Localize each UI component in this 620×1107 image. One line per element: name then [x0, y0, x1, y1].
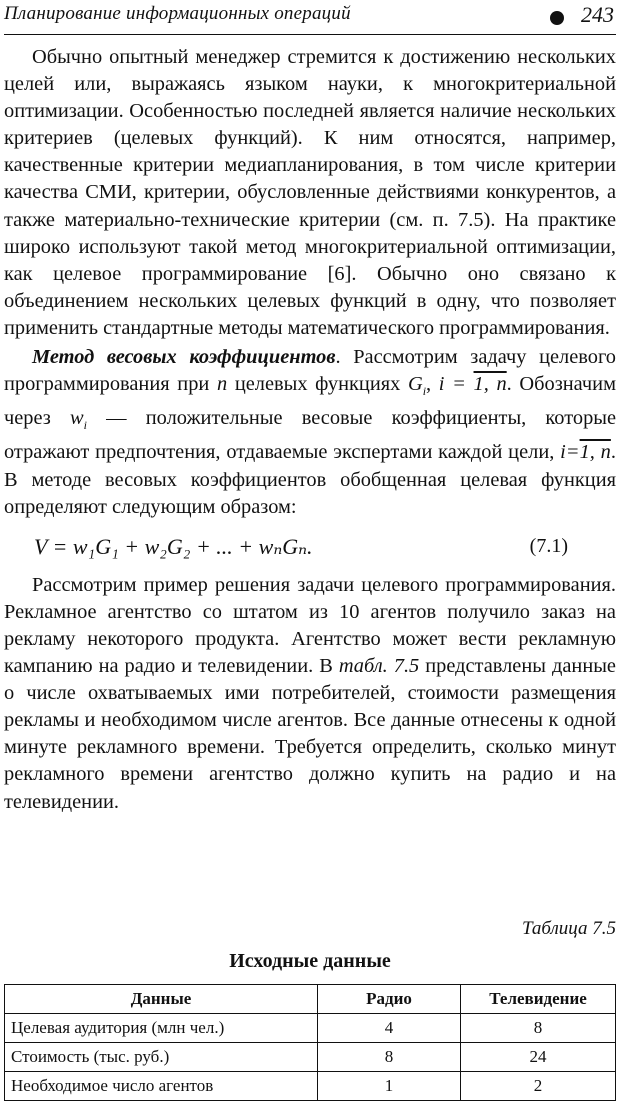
- table-header-row: [5, 985, 616, 1014]
- source-data-table: [4, 984, 616, 1101]
- table-cell: 4: [318, 1014, 461, 1043]
- table-reference: табл. 7.5: [338, 655, 420, 678]
- table-cell: 24: [461, 1043, 616, 1072]
- paragraph-3: Рассмотрим пример решения задачи целевого программирования. Рекламное агентство со штатом из 10 агентов получило заказ на рекламу некоторого продукта. Агентство может вести рекламную кампанию на радио и телевидении. В табл. 7.5 представлены данные о числе охватываемых ими потребителей, стоимости размещения рекламы и необходимом числе агентов. Все данные отнесены к одной минуте рекламного времени. Требуется определить, сколько минут рекламного времени агентство должно купить на радио и на телевидении.: [4, 573, 616, 813]
- bullet-dot-icon: [550, 11, 564, 25]
- table-row: [5, 1014, 616, 1043]
- column-header: Данные: [5, 985, 318, 1014]
- table-cell: Целевая аудитория (млн чел.): [5, 1014, 318, 1043]
- running-header: [4, 0, 616, 35]
- formula-expression: V = w₁G₁ + w₂G₂ + ... + wₙGₙ.: [34, 533, 313, 559]
- table-cell: 8: [318, 1043, 461, 1072]
- table-caption: Таблица 7.5: [522, 918, 616, 939]
- column-header: Телевидение: [461, 985, 616, 1014]
- formula-7-1: [4, 525, 616, 572]
- table-cell: 1: [318, 1072, 461, 1101]
- table-cell: 8: [461, 1014, 616, 1043]
- formula-number: (7.1): [529, 534, 568, 557]
- paragraph-1: Обычно опытный менеджер стремится к достижению нескольких целей или, выражаясь языком науки, к многокритериальной оптимизации. Особенностью последней является наличие нескольких критериев (целевых функций). К ним относятся, например, качественные критерии медиапланирования, в том числе критерии качества СМИ, критерии, обусловленные действиями конкурентов, а также материально-технические критерии (см. п. 7.5). На практике широко используют такой метод многокритериальной оптимизации, как целевое программирование [6]. Обычно оно связано к объединением нескольких целевых функций в одну, что позволяет применить стандартные методы математического программирования.: [4, 46, 616, 339]
- table-title: Исходные данные: [229, 950, 391, 972]
- method-title: Метод весовых коэффициентов: [32, 346, 336, 369]
- running-title: Планирование информационных операций: [4, 3, 351, 24]
- page-number: 243: [581, 2, 614, 27]
- table-cell: 2: [461, 1072, 616, 1101]
- table-row: [5, 1043, 616, 1072]
- paragraph-2: Метод весовых коэффициентов. Рассмотрим задачу целевого программирования при n целевых функциях $G_i$, i = 1, n. Обозначим через $w_i$ — положительные весовые коэффициенты, которые отражают предпочтения, отдаваемые экспертами каждой цели, i=1, n. В методе весовых коэффициентов обобщенная целевая функция определяют следующим образом:: [4, 346, 617, 518]
- table-cell: Необходимое число агентов: [5, 1072, 318, 1101]
- table-row: [5, 1072, 616, 1101]
- table-cell: Стоимость (тыс. руб.): [5, 1043, 318, 1072]
- body-text: [4, 44, 616, 816]
- column-header: Радио: [318, 985, 461, 1014]
